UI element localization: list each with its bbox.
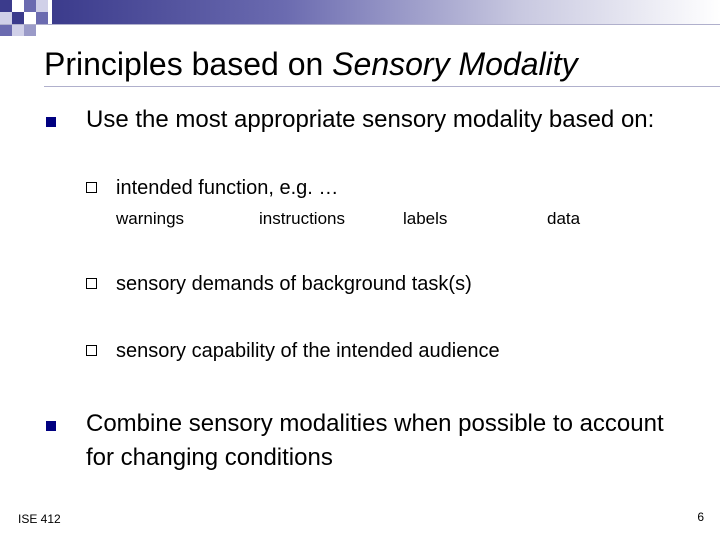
example-warnings: warnings — [116, 209, 185, 228]
example-instructions: instructions — [259, 209, 345, 228]
hollow-square-icon — [86, 182, 97, 193]
course-footer: ISE 412 — [18, 512, 61, 526]
example-data: data — [547, 209, 581, 228]
hollow-square-icon — [86, 345, 97, 356]
page-number: 6 — [697, 510, 704, 524]
square-bullet-icon — [46, 421, 56, 431]
sub-bullet-sensory-capability: sensory capability of the intended audience — [116, 340, 500, 362]
bullet-1-text: Use the most appropriate sensory modality based on: — [86, 106, 655, 133]
slide-title-prefix: Principles based on — [44, 46, 333, 82]
hollow-square-icon — [86, 278, 97, 289]
bullet-2-text: Combine sensory modalities when possible to account for changing conditions — [86, 410, 664, 471]
slide-title-emphasis: Sensory Modality — [332, 46, 578, 82]
sub-bullet-intended-function: intended function, e.g. … — [116, 177, 339, 199]
title-bottom-rule — [44, 86, 720, 87]
title-top-rule — [0, 24, 720, 25]
slide-title — [44, 44, 578, 84]
example-labels: labels — [403, 209, 448, 228]
sub-bullet-sensory-demands: sensory demands of background task(s) — [116, 273, 472, 295]
header-gradient-bar — [52, 0, 720, 24]
square-bullet-icon — [46, 117, 56, 127]
